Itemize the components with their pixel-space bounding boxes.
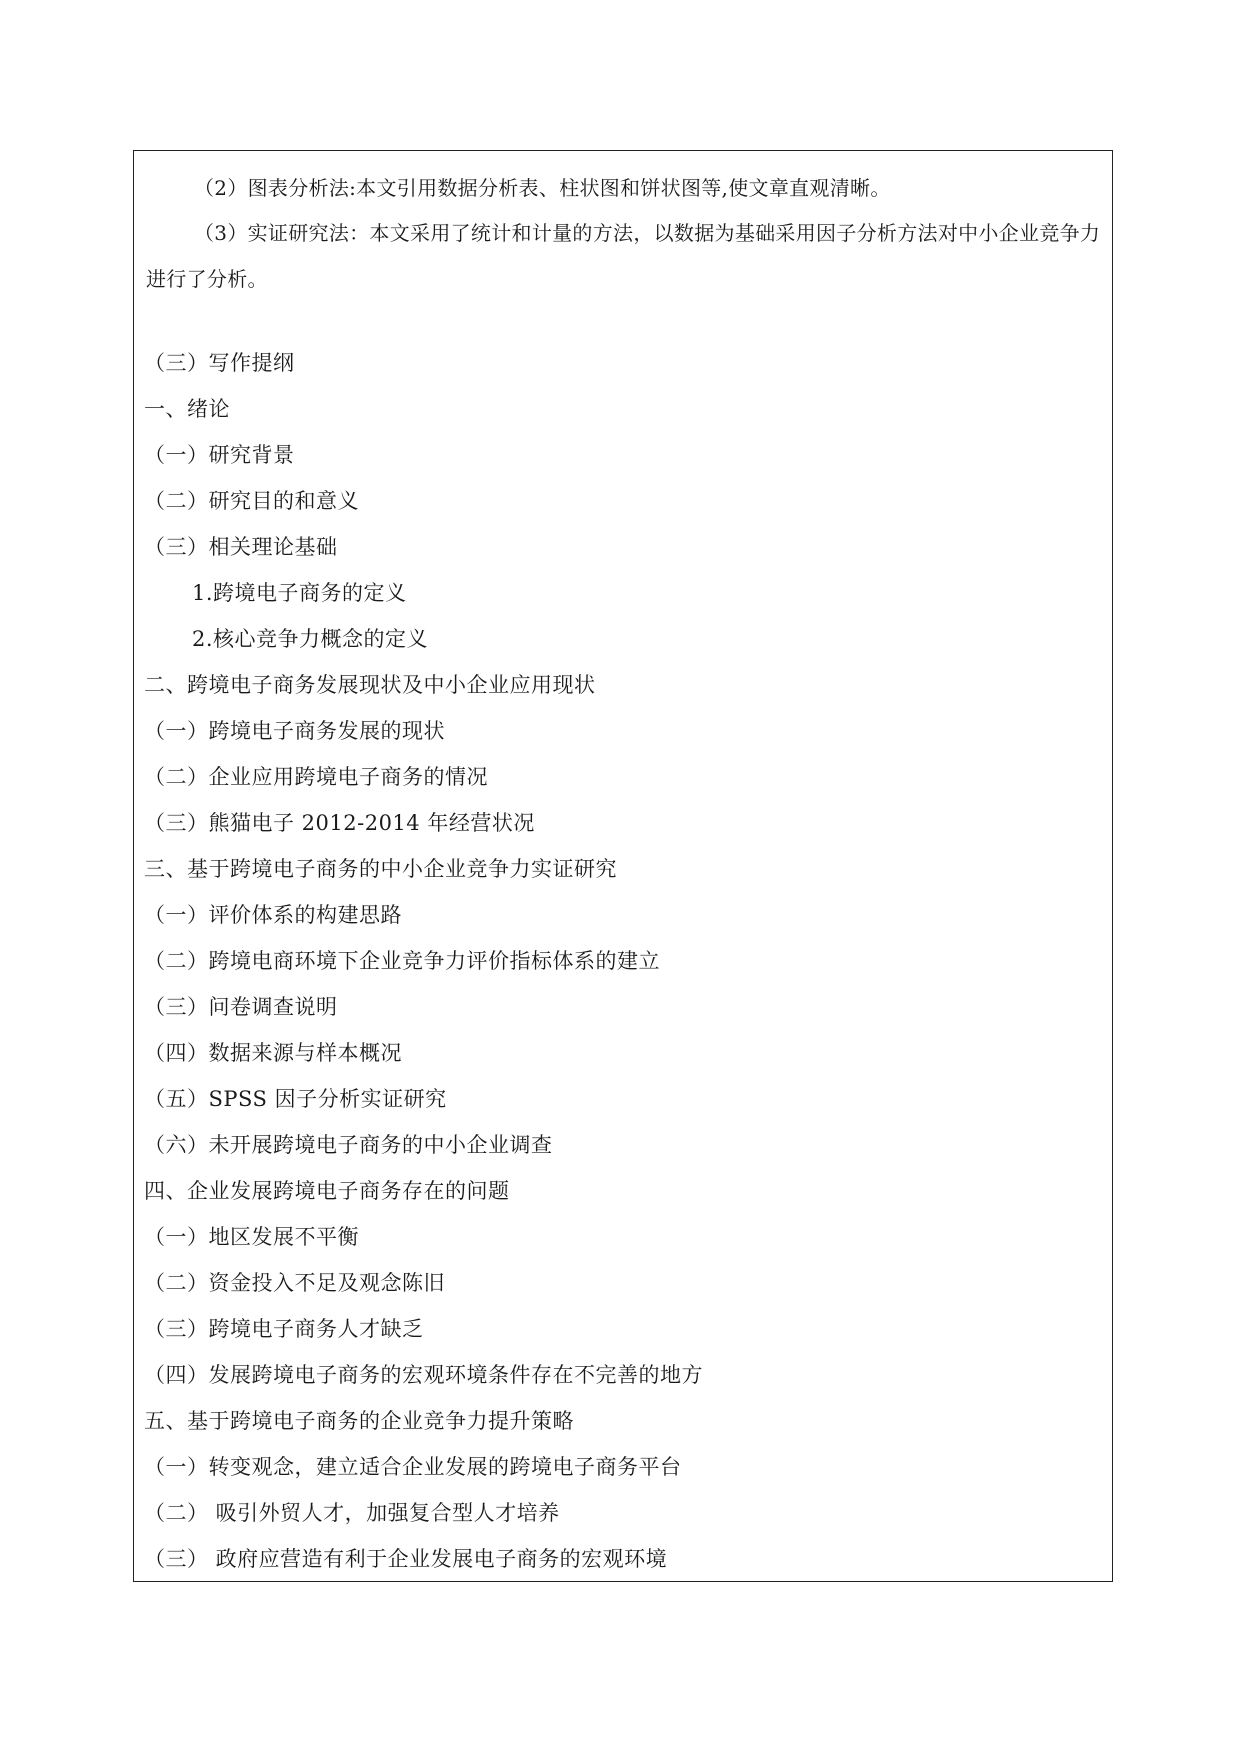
outline-section: （二）企业应用跨境电子商务的情况	[144, 765, 488, 789]
outline-heading: （三）写作提纲	[144, 351, 295, 375]
outline-section: （一）转变观念，建立适合企业发展的跨境电子商务平台	[144, 1455, 682, 1479]
outline-section: （二） 吸引外贸人才，加强复合型人才培养	[144, 1501, 560, 1525]
method-item-2: （2）图表分析法:本文引用数据分析表、柱状图和饼状图等,使文章直观清晰。	[194, 176, 891, 200]
outline-section: （三）跨境电子商务人才缺乏	[144, 1317, 424, 1341]
outline-chapter: 四、企业发展跨境电子商务存在的问题	[144, 1179, 510, 1203]
outline-section: （三）问卷调查说明	[144, 995, 338, 1019]
outline-chapter: 三、基于跨境电子商务的中小企业竞争力实证研究	[144, 857, 617, 881]
outline-section: （五）SPSS 因子分析实证研究	[144, 1087, 447, 1111]
outline-section: （三） 政府应营造有利于企业发展电子商务的宏观环境	[144, 1547, 668, 1571]
outline-section: （二）研究目的和意义	[144, 489, 359, 513]
outline-section: （四）发展跨境电子商务的宏观环境条件存在不完善的地方	[144, 1363, 703, 1387]
outline-section: （三）熊猫电子 2012-2014 年经营状况	[144, 811, 535, 835]
outline-section: （一）评价体系的构建思路	[144, 903, 402, 927]
outline-subsection: 1.跨境电子商务的定义	[192, 581, 407, 605]
outline-subsection: 2.核心竞争力概念的定义	[192, 627, 429, 651]
outline-chapter: 二、跨境电子商务发展现状及中小企业应用现状	[144, 673, 596, 697]
content-frame	[133, 150, 1113, 1582]
outline-chapter: 一、绪论	[144, 397, 230, 421]
outline-section: （六）未开展跨境电子商务的中小企业调查	[144, 1133, 553, 1157]
outline-section: （一）研究背景	[144, 443, 295, 467]
outline-chapter: 五、基于跨境电子商务的企业竞争力提升策略	[144, 1409, 574, 1433]
outline-section: （四）数据来源与样本概况	[144, 1041, 402, 1065]
outline-section: （一）跨境电子商务发展的现状	[144, 719, 445, 743]
outline-section: （二）跨境电商环境下企业竞争力评价指标体系的建立	[144, 949, 660, 973]
outline-section: （二）资金投入不足及观念陈旧	[144, 1271, 445, 1295]
method-item-3: （3）实证研究法：本文采用了统计和计量的方法，以数据为基础采用因子分析方法对中小企业竞争力进行了分析。	[146, 221, 1101, 291]
outline-section: （一）地区发展不平衡	[144, 1225, 359, 1249]
outline-section: （三）相关理论基础	[144, 535, 338, 559]
